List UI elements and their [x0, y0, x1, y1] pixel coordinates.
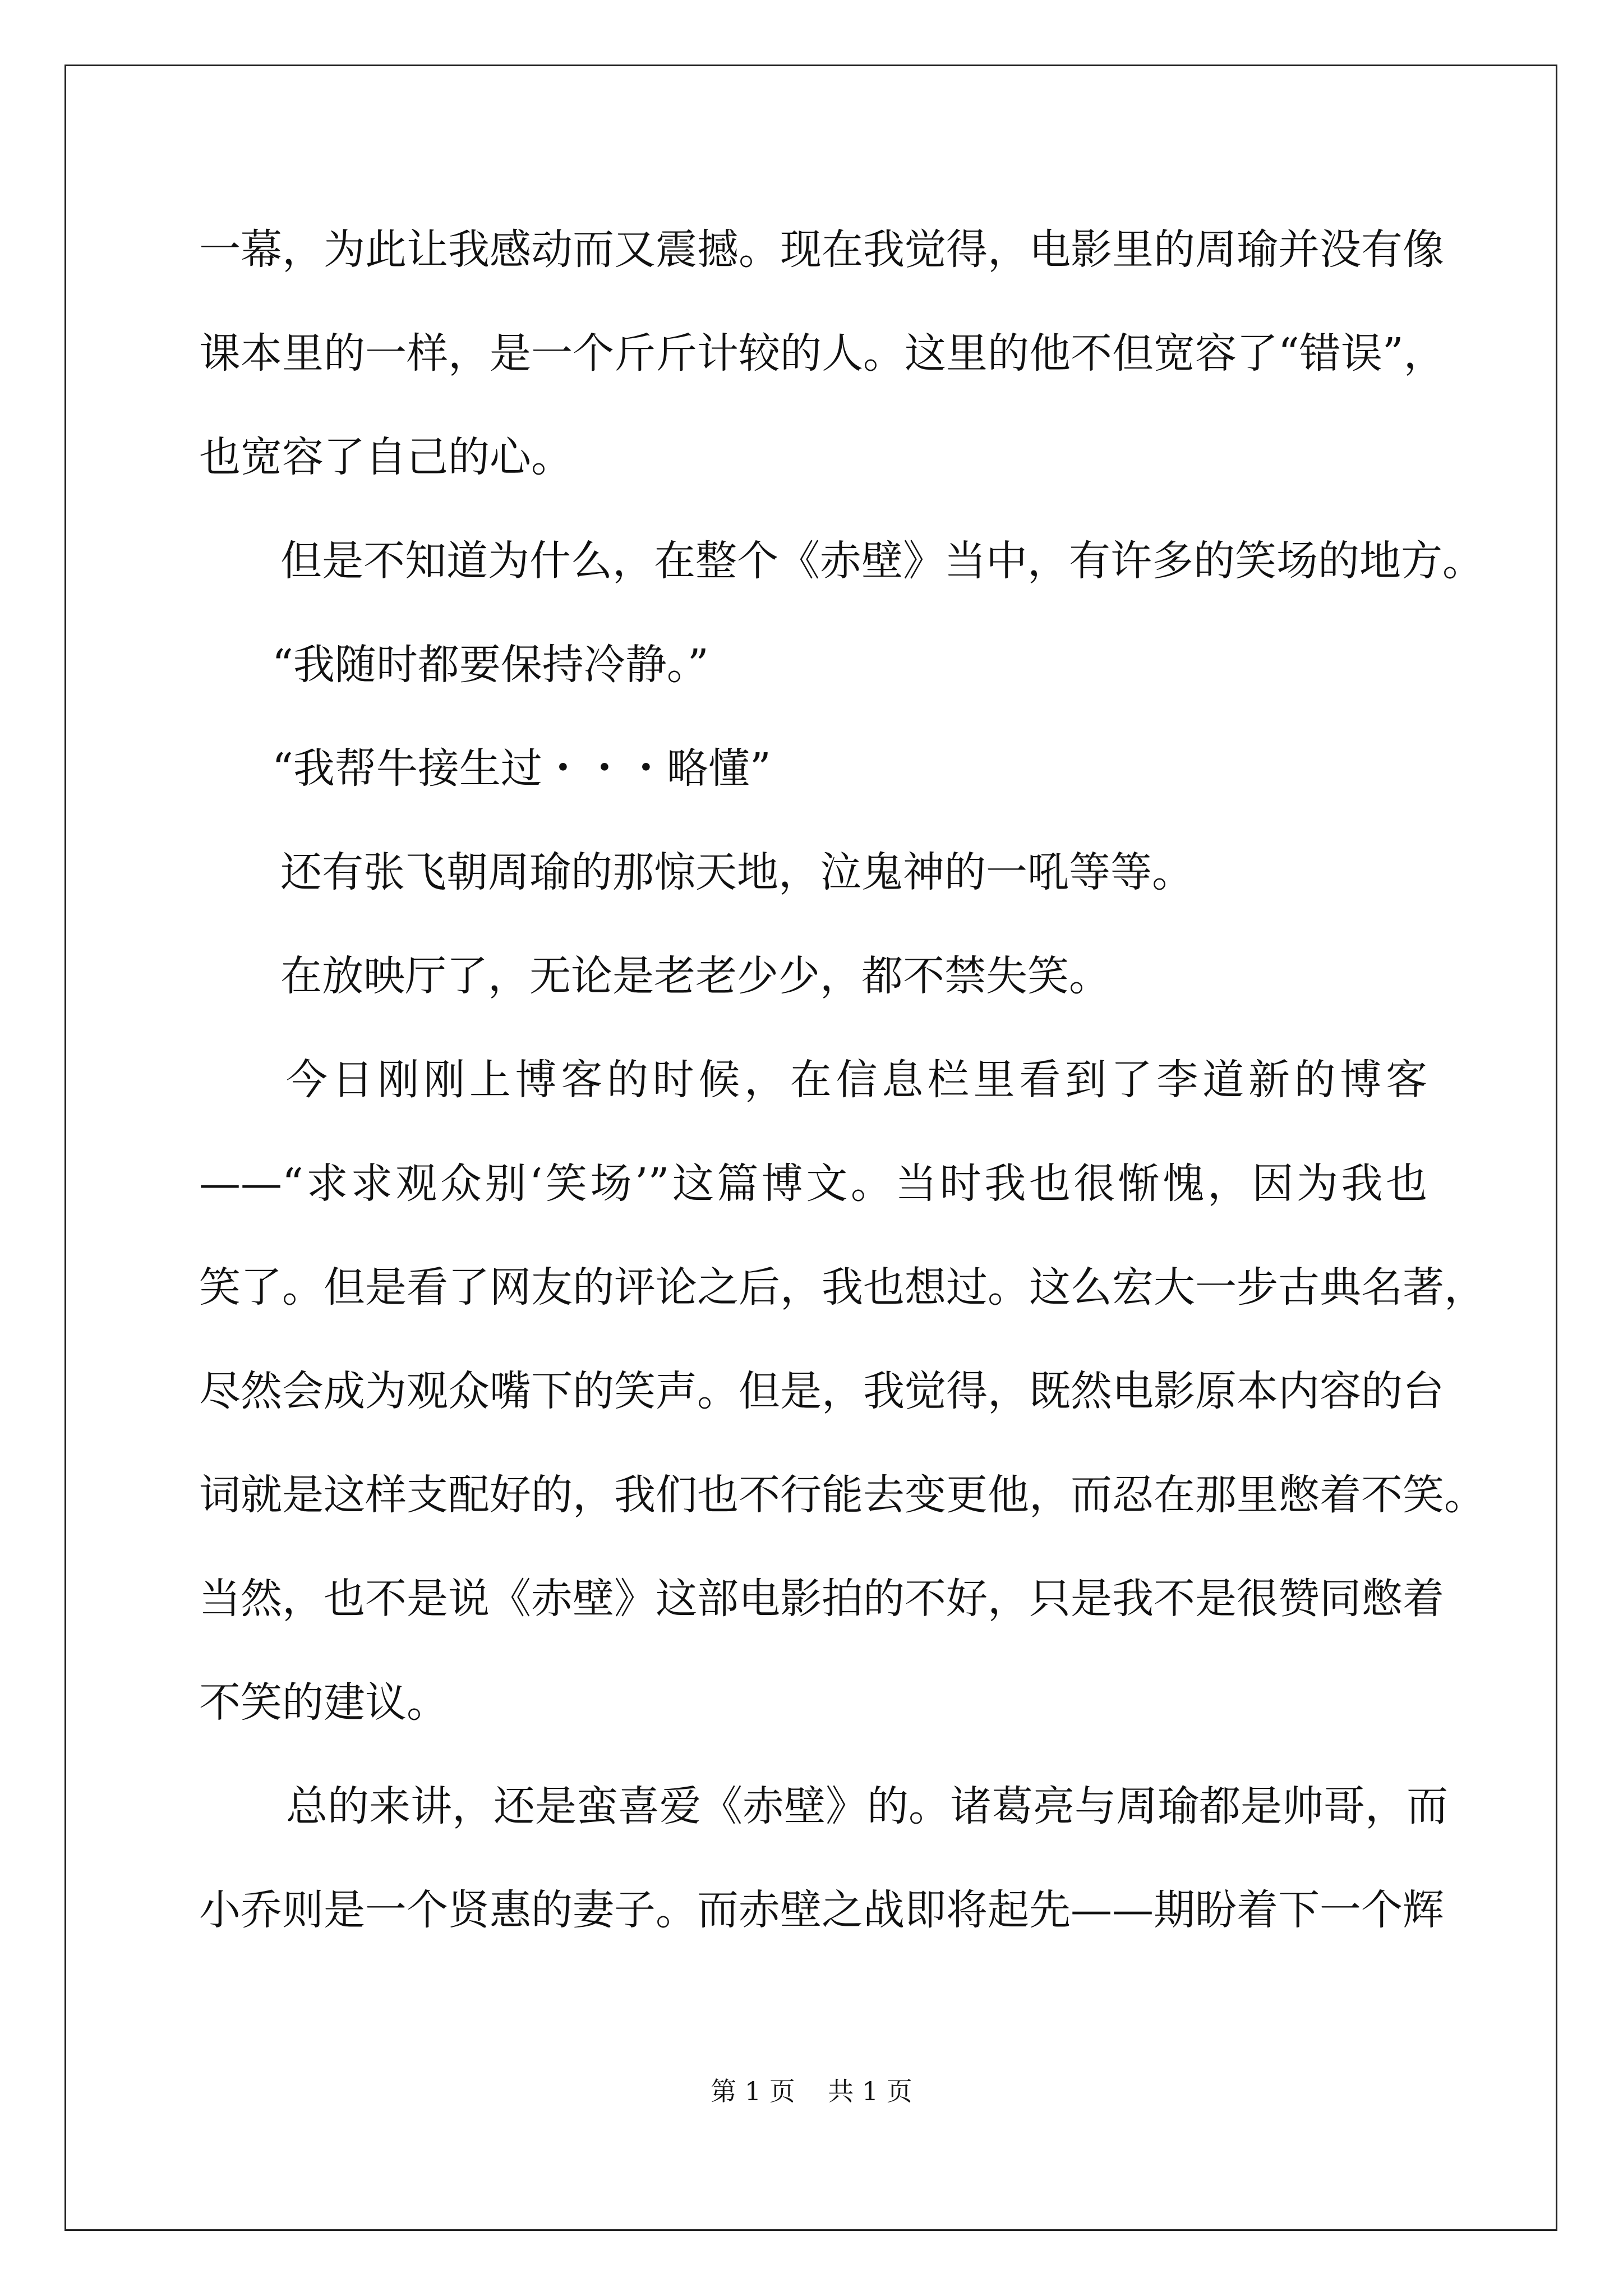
text-line: 今日刚刚上博客的时候，在信息栏里看到了李道新的博客 [286, 1056, 1427, 1104]
text-line: 笑了。但是看了网友的评论之后，我也想过。这么宏大一步古典名著， [199, 1263, 1486, 1312]
text-line: “我随时都要保持冷静。” [272, 641, 709, 689]
text-line: 课本里的一样，是一个斤斤计较的人。这里的他不但宽容了“错误”， [199, 329, 1445, 378]
text-line: 总的来讲，还是蛮喜爱《赤壁》的。诸葛亮与周瑜都是帅哥，而 [286, 1782, 1448, 1830]
text-line: 也宽容了自己的心。 [199, 433, 573, 481]
text-line: ——“求求观众别‘笑场’”这篇博文。当时我也很惭愧，因为我也 [199, 1159, 1427, 1208]
text-line: 在放映厅了，无论是老老少少，都不禁失笑。 [280, 952, 1110, 1000]
text-line: 还有张飞朝周瑜的那惊天地，泣鬼神的一吼等等。 [280, 848, 1193, 896]
text-line: 但是不知道为什么，在整个《赤壁》当中，有许多的笑场的地方。 [280, 537, 1484, 585]
text-line: 不笑的建议。 [199, 1678, 448, 1727]
text-line: 当然，也不是说《赤壁》这部电影拍的不好，只是我不是很赞同憋着 [199, 1575, 1444, 1623]
text-line: 词就是这样支配好的，我们也不行能去变更他，而忍在那里憋着不笑。 [199, 1471, 1486, 1519]
text-line: 一幕，为此让我感动而又震撼。现在我觉得，电影里的周瑜并没有像 [199, 226, 1444, 274]
text-line: 尽然会成为观众嘴下的笑声。但是，我觉得，既然电影原本内容的台 [199, 1367, 1444, 1415]
text-line: “我帮牛接生过・・・略懂” [272, 744, 771, 793]
page-number-footer: 第 1 页 共 1 页 [711, 2076, 912, 2106]
text-line: 小乔则是一个贤惠的妻子。而赤壁之战即将起先——期盼着下一个辉 [199, 1886, 1444, 1934]
